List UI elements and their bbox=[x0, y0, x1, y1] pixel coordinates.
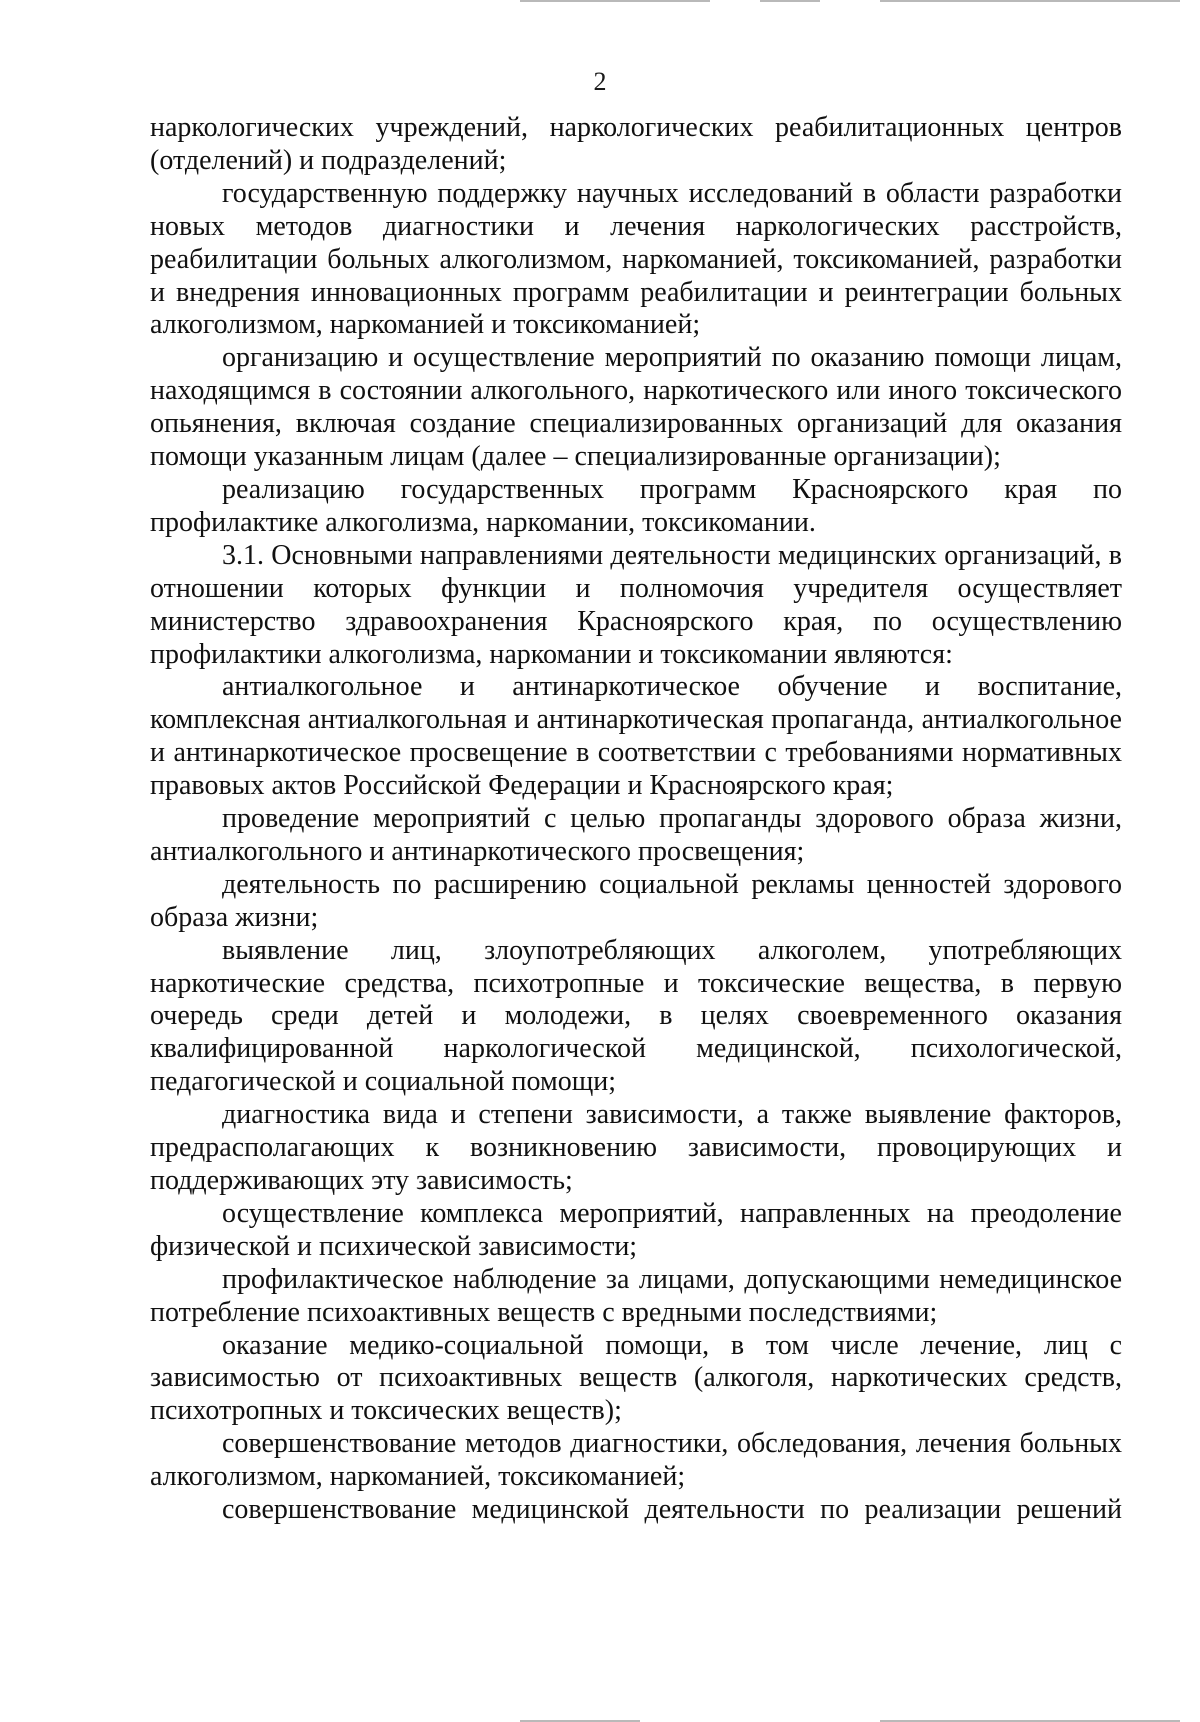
paragraph: организацию и осуществление мероприятий по оказанию помощи лицам, находящимся в состоянии алкогольного, наркотического или иного токсического опьянения, включая создание специализированных организаций для оказания помощи указанным лицам (далее – специализированные организации); bbox=[150, 342, 1122, 473]
paragraph: выявление лиц, злоупотребляющих алкоголем, употребляющих наркотические средства, психотропные и токсические вещества, в первую очередь среди детей и молодежи, в целях своевременного оказания квалифицированной наркологической медицинской, психологической, педагогической и социальной помощи; bbox=[150, 934, 1122, 1098]
paragraph: оказание медико-социальной помощи, в том числе лечение, лиц с зависимостью от психоактивных веществ (алкоголя, наркотических средств, психотропных и токсических веществ); bbox=[150, 1329, 1122, 1427]
paragraph: совершенствование медицинской деятельности по реализации решений bbox=[222, 1494, 1122, 1526]
paragraph: проведение мероприятий с целью пропаганды здорового образа жизни, антиалкогольного и антинаркотического просвещения; bbox=[150, 803, 1122, 867]
paragraph: деятельность по расширению социальной рекламы ценностей здорового образа жизни; bbox=[150, 868, 1122, 933]
paragraph: наркологических учреждений, наркологических реабилитационных центров (отделений) и подразделений; bbox=[150, 112, 1122, 176]
paragraph: совершенствование методов диагностики, обследования, лечения больных алкоголизмом, наркоманией, токсикоманией; bbox=[150, 1428, 1122, 1493]
paragraph: государственную поддержку научных исследований в области разработки новых методов диагностики и лечения наркологических расстройств, реабилитации больных алкоголизмом, наркоманией, токсикоманией, разработки и внедрения инновационных программ реабилитации и реинтеграции больных алкоголизмом, наркоманией и токсикоманией; bbox=[150, 177, 1122, 341]
paragraph: профилактическое наблюдение за лицами, допускающими немедицинское потребление психоактивных веществ с вредными последствиями; bbox=[150, 1263, 1122, 1328]
page-number: 2 bbox=[593, 67, 607, 96]
document-body bbox=[150, 112, 1122, 1527]
scan-edge-mark bbox=[760, 0, 820, 2]
paragraph: осуществление комплекса мероприятий, направленных на преодоление физической и психической зависимости; bbox=[150, 1197, 1122, 1262]
scan-edge-mark bbox=[880, 0, 1180, 2]
paragraph: 3.1. Основными направлениями деятельности медицинских организаций, в отношении которых функции и полномочия учредителя осуществляет министерство здравоохранения Красноярского края, по осуществлению профилактики алкоголизма, наркомании и токсикомании являются: bbox=[150, 539, 1122, 670]
paragraph: реализацию государственных программ Красноярского края по профилактике алкоголизма, наркомании, токсикомании. bbox=[150, 473, 1122, 538]
paragraph: антиалкогольное и антинаркотическое обучение и воспитание, комплексная антиалкогольная и антинаркотическая пропаганда, антиалкогольное и антинаркотическое просвещение в соответствии с требованиями нормативных правовых актов Российской Федерации и Красноярского края; bbox=[150, 671, 1122, 802]
scan-edge-mark bbox=[520, 0, 710, 2]
paragraph: диагностика вида и степени зависимости, а также выявление факторов, предрасполагающих к возникновению зависимости, провоцирующих и поддерживающих эту зависимость; bbox=[150, 1099, 1122, 1196]
